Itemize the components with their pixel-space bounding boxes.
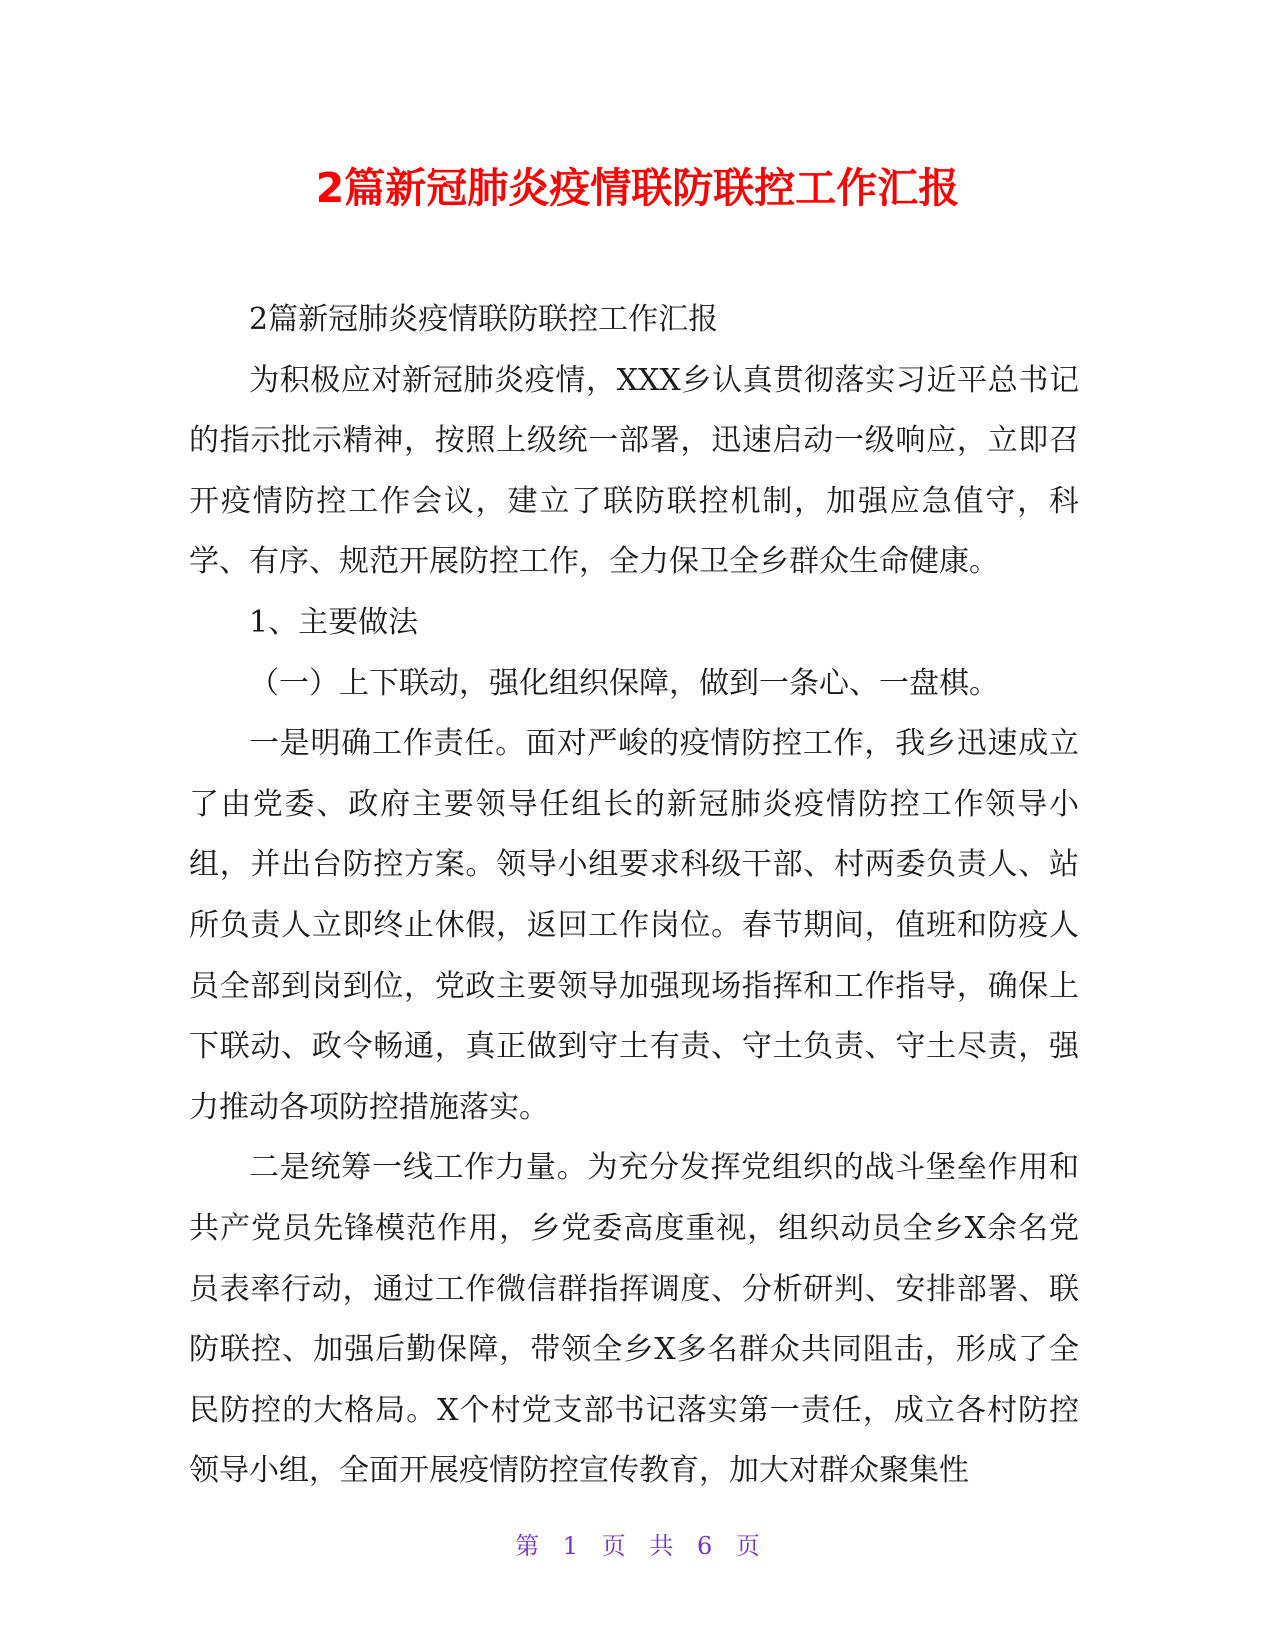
footer-total-label: 共 <box>649 1532 674 1560</box>
footer-total-unit: 页 <box>735 1532 760 1560</box>
page-footer <box>0 1530 1275 1562</box>
paragraph-responsibility: 一是明确工作责任。面对严峻的疫情防控工作，我乡迅速成立了由党委、政府主要领导任组长的新冠肺炎疫情防控工作领导小组，并出台防控方案。领导小组要求科级干部、村两委负责人、站所负责人立即终止休假，返回工作岗位。春节期间，值班和防疫人员全部到岗到位，党政主要领导加强现场指挥和工作指导，确保上下联动、政令畅通，真正做到守土有责、守土负责、守土尽责，强力推动各项防控措施落实。 <box>189 726 1079 1125</box>
footer-total-pages: 6 <box>696 1532 713 1560</box>
paragraph-frontline: 二是统筹一线工作力量。为充分发挥党组织的战斗堡垒作用和共产党员先锋模范作用，乡党委高度重视，组织动员全乡X余名党员表率行动，通过工作微信群指挥调度、分析研判、安排部署、联防联控、加强后勤保障，带领全乡X多名群众共同阻击，形成了全民防控的大格局。X个村党支部书记落实第一责任，成立各村防控领导小组，全面开展疫情防控宣传教育，加大对群众聚集性 <box>189 1150 1079 1489</box>
footer-page-unit: 页 <box>601 1532 626 1560</box>
footer-page-label: 第 <box>515 1532 540 1560</box>
paragraph-intro: 为积极应对新冠肺炎疫情，XXX乡认真贯彻落实习近平总书记的指示批示精神，按照上级统一部署，迅速启动一级响应，立即召开疫情防控工作会议，建立了联防联控机制，加强应急值守，科学、有序、规范开展防控工作，全力保卫全乡群众生命健康。 <box>189 362 1079 580</box>
document-body <box>189 290 1079 1502</box>
document-title: 2篇新冠肺炎疫情联防联控工作汇报 <box>315 164 960 212</box>
section-heading: 1、主要做法 <box>249 604 419 640</box>
paragraph-heading: 2篇新冠肺炎疫情联防联控工作汇报 <box>249 302 719 337</box>
subsection-heading: （一）上下联动，强化组织保障，做到一条心、一盘棋。 <box>249 665 999 701</box>
footer-current-page: 1 <box>562 1532 579 1560</box>
